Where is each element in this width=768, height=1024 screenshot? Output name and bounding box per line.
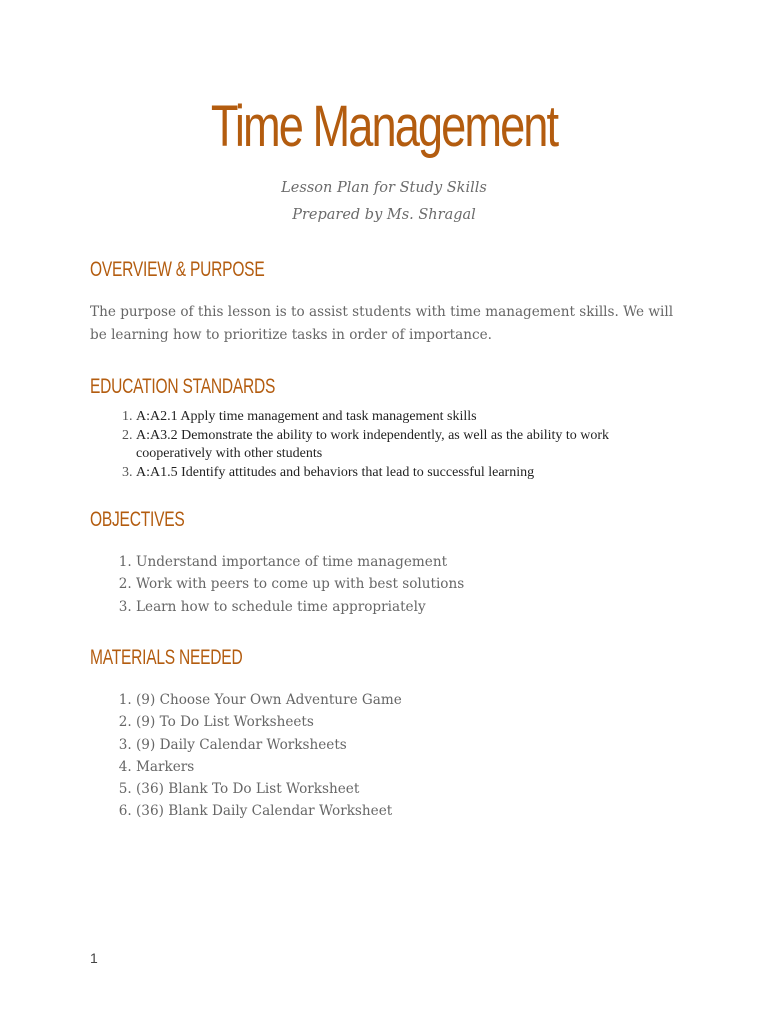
- document-title: Time Management: [210, 94, 558, 159]
- objectives-heading: OBJECTIVES: [90, 508, 185, 531]
- list-item: 6. (36) Blank Daily Calendar Worksheet: [136, 800, 680, 822]
- list-item: 3. (9) Daily Calendar Worksheets: [136, 734, 680, 756]
- materials-heading: MATERIALS NEEDED: [90, 646, 243, 669]
- list-item: 1. Understand importance of time management: [136, 551, 680, 573]
- overview-heading: OVERVIEW & PURPOSE: [90, 258, 265, 281]
- list-item: 1. (9) Choose Your Own Adventure Game: [136, 689, 680, 711]
- list-item: 3. A:A1.5 Identify attitudes and behaviors that lead to successful learning: [136, 464, 680, 483]
- list-item: 2. Work with peers to come up with best solutions: [136, 573, 680, 595]
- standards-heading: EDUCATION STANDARDS: [90, 375, 276, 398]
- page-number: 1: [90, 950, 98, 966]
- list-item: 4. Markers: [136, 756, 680, 778]
- list-item: 1. A:A2.1 Apply time management and task management skills: [136, 408, 680, 427]
- list-item: 2. (9) To Do List Worksheets: [136, 711, 680, 733]
- document-author-line: Prepared by Ms. Shragal: [292, 207, 476, 223]
- list-item: 3. Learn how to schedule time appropriately: [136, 596, 680, 618]
- objectives-list: [90, 551, 680, 618]
- standards-list: [90, 408, 680, 482]
- list-item: 5. (36) Blank To Do List Worksheet: [136, 778, 680, 800]
- list-item: 2. A:A3.2 Demonstrate the ability to work independently, as well as the ability to work cooperatively with other students: [136, 427, 680, 464]
- materials-list: [90, 689, 680, 823]
- document-subtitle: Lesson Plan for Study Skills: [281, 180, 487, 196]
- overview-paragraph: The purpose of this lesson is to assist students with time management skills. We will be learning how to prioritize tasks in order of importance.: [90, 304, 674, 343]
